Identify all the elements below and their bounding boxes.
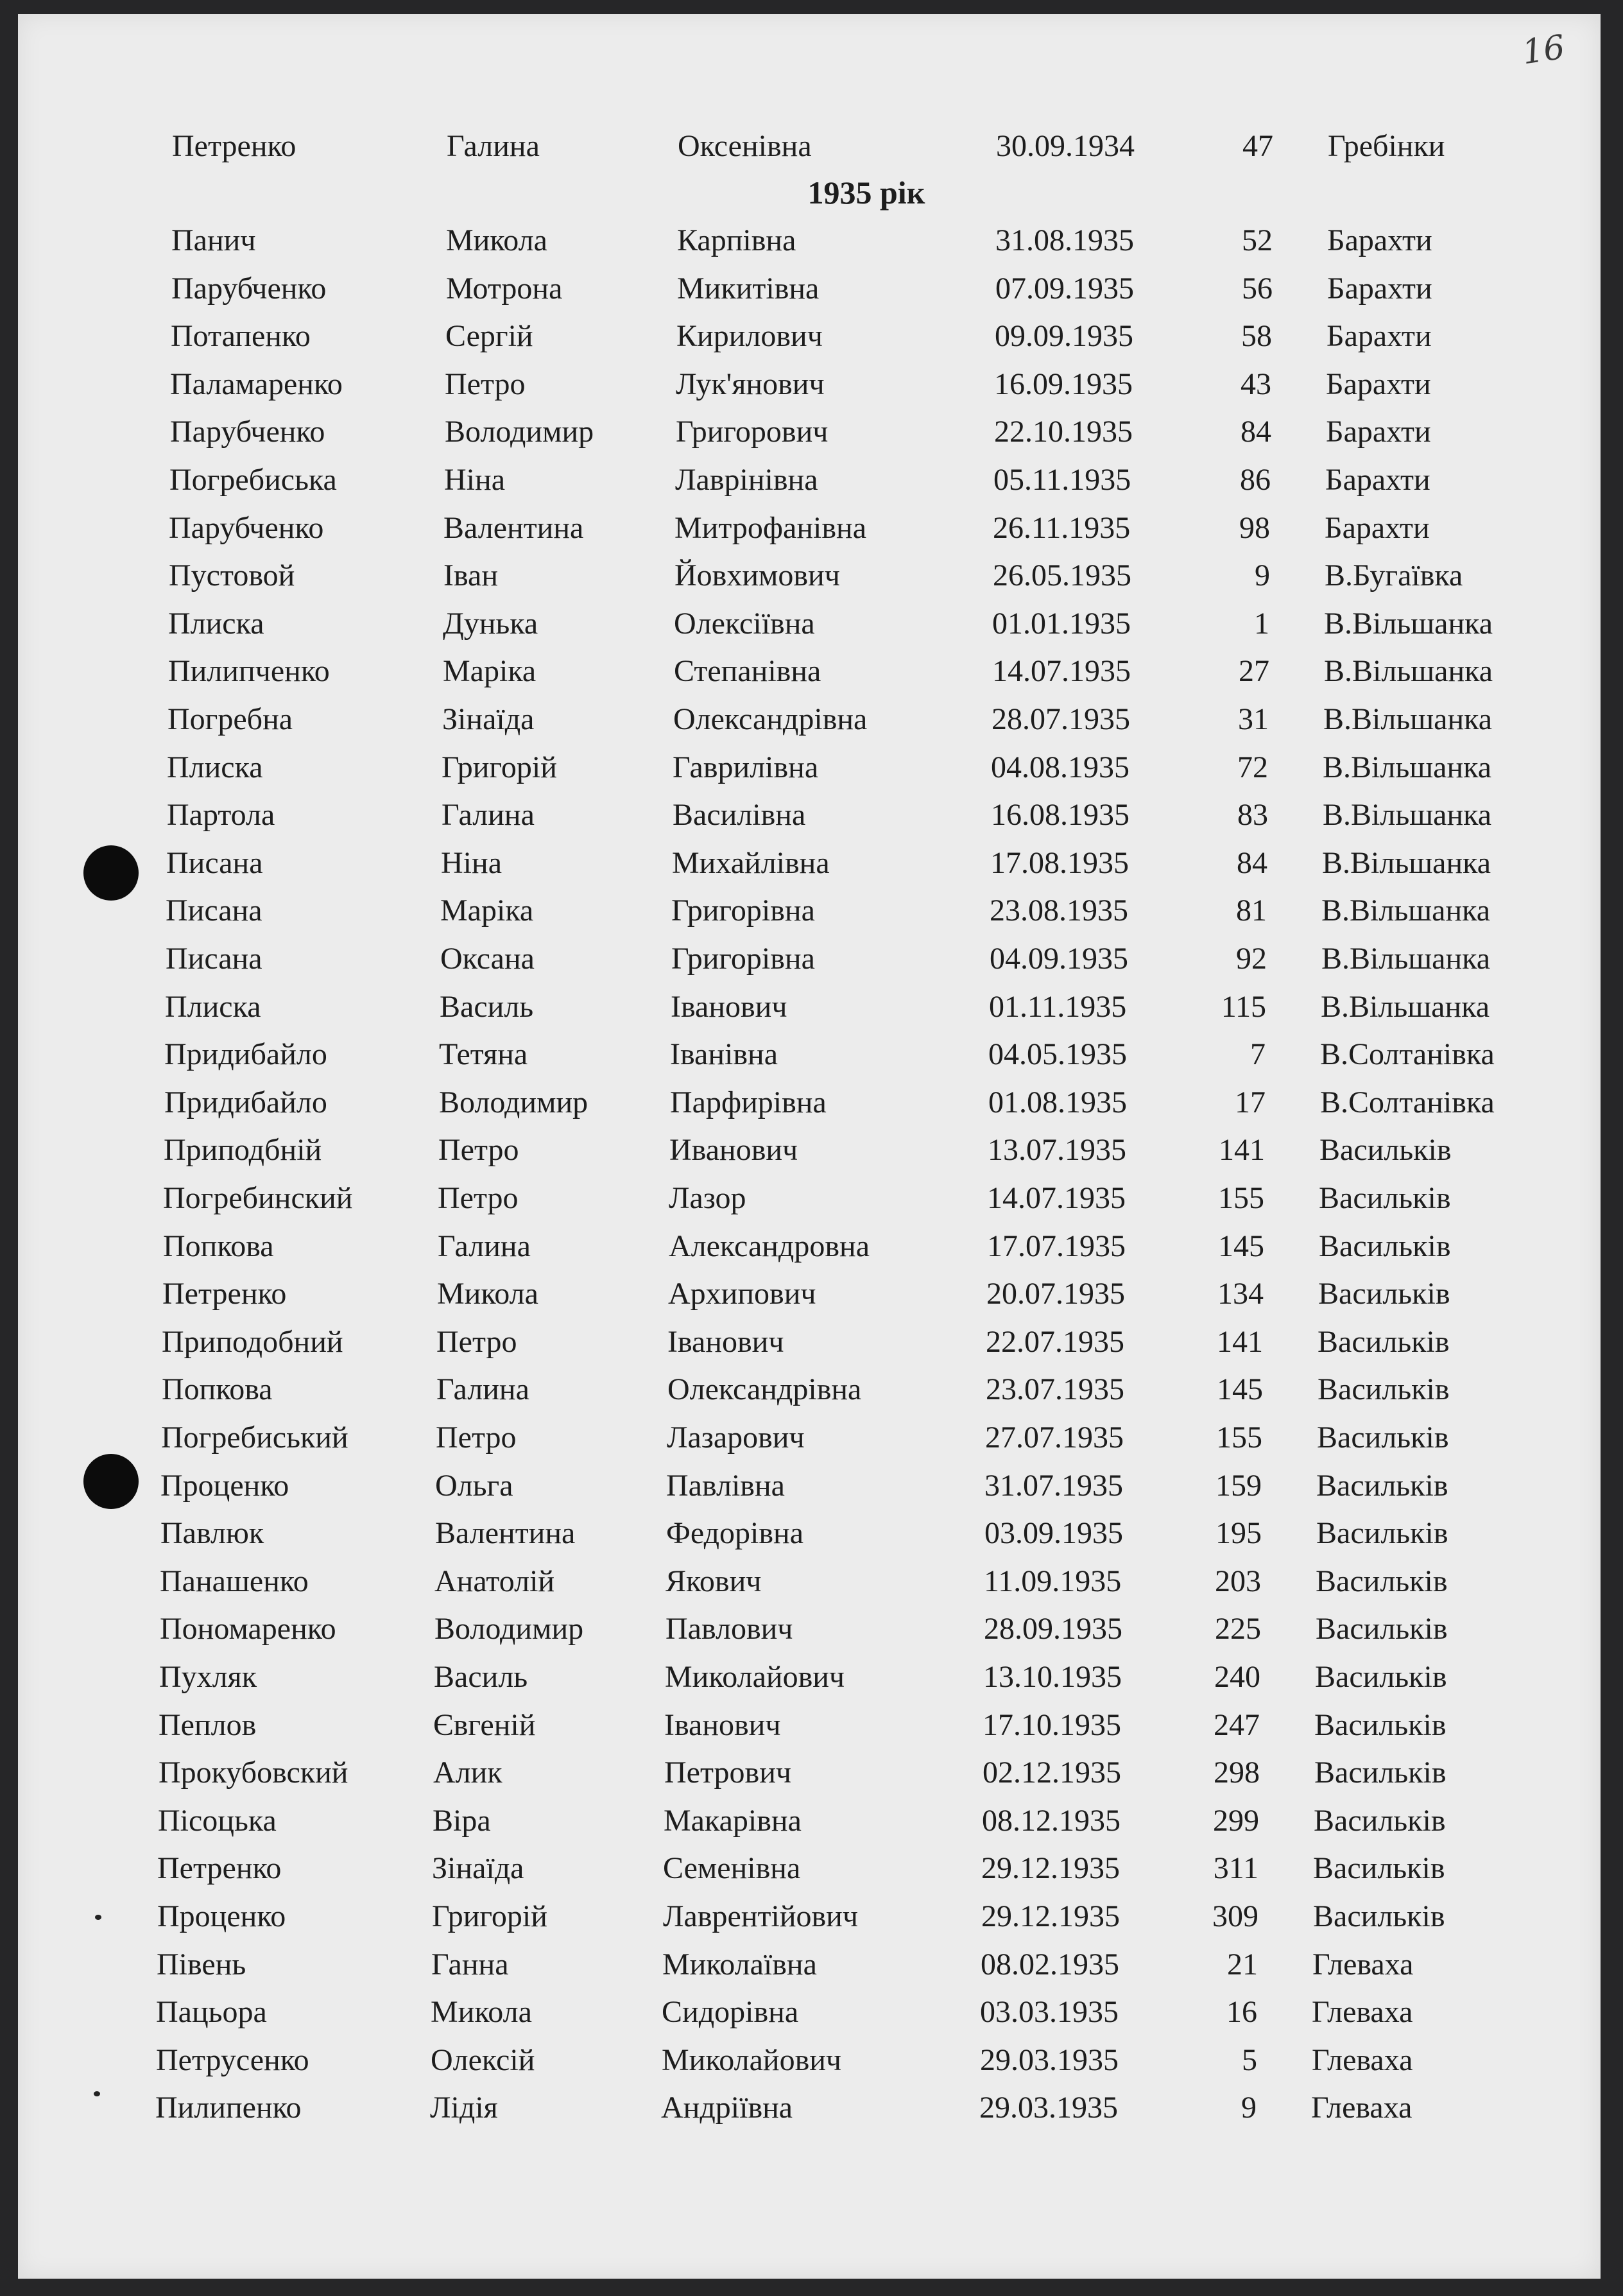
record-number-cell: 92 [1236,942,1267,976]
village-cell: Глеваха [1312,2042,1413,2077]
patronymic-cell: Семенівна [663,1851,801,1886]
date-cell: 17.08.1935 [990,845,1129,880]
surname-cell: Парубченко [171,271,327,306]
village-cell: В.Вільшанка [1323,702,1493,736]
patronymic-cell: Лазарович [667,1420,805,1454]
record-number-cell: 31 [1238,702,1269,736]
record-number-cell: 298 [1214,1756,1260,1790]
record-number-cell: 115 [1221,989,1266,1024]
record-number-cell: 72 [1237,750,1268,784]
patronymic-cell: Іванович [664,1707,781,1742]
patronymic-cell: Лазор [669,1181,746,1215]
record-row [0,1993,1608,2032]
record-number-cell: 81 [1236,893,1267,928]
date-cell: 13.10.1935 [983,1660,1122,1694]
record-number-cell: 27 [1239,654,1269,689]
date-cell: 08.02.1935 [981,1947,1119,1981]
surname-cell: Прокубовский [159,1756,348,1790]
village-cell: Васильків [1319,1181,1451,1215]
patronymic-cell: Федорівна [666,1516,804,1551]
handwritten-page-number: 16 [1520,28,1568,73]
surname-cell: Писана [166,942,262,976]
patronymic-cell: Іванович [671,989,787,1024]
record-row [0,1275,1615,1313]
record-number-cell: 240 [1214,1660,1260,1694]
village-cell: Васильків [1316,1468,1448,1503]
date-cell: 27.07.1935 [985,1420,1124,1454]
record-number-cell: 225 [1215,1612,1261,1646]
record-row [0,509,1621,548]
patronymic-cell: Йовхимович [674,558,840,593]
paper-speck [95,1915,101,1920]
patronymic-cell: Олександрівна [667,1372,862,1407]
patronymic-cell: Павлівна [666,1468,785,1503]
surname-cell: Пустовой [169,558,295,593]
record-row [0,844,1619,883]
record-row [0,365,1622,404]
surname-cell: Петренко [172,129,296,163]
first-name-cell: Микола [446,223,547,257]
first-name-cell: Тетяна [439,1037,528,1072]
date-cell: 30.09.1934 [996,129,1135,163]
patronymic-cell: Сидорівна [662,1995,799,2030]
village-cell: Барахти [1326,367,1431,401]
date-cell: 28.07.1935 [992,702,1130,736]
surname-cell: Парубченко [169,510,324,545]
surname-cell: Панашенко [160,1564,309,1598]
village-cell: В.Солтанівка [1320,1085,1495,1119]
village-cell: В.Вільшанка [1323,798,1492,833]
date-cell: 04.05.1935 [988,1037,1127,1072]
first-name-cell: Галина [442,798,535,833]
village-cell: Васильків [1313,1851,1445,1886]
first-name-cell: Валентина [443,510,584,545]
surname-cell: Паламаренко [170,367,343,401]
first-name-cell: Петро [445,367,526,401]
record-number-cell: 299 [1213,1803,1259,1838]
patronymic-cell: Петрович [664,1756,792,1790]
record-number-cell: 83 [1237,798,1268,833]
village-cell: Глеваха [1312,1947,1414,1981]
patronymic-cell: Кирилович [676,319,823,354]
record-number-cell: 141 [1217,1324,1263,1359]
punch-hole [83,1454,139,1509]
record-row [0,1802,1610,1840]
record-row [1,270,1623,308]
record-row [0,2089,1608,2127]
first-name-cell: Володимир [434,1612,584,1646]
date-cell: 01.11.1935 [989,989,1127,1024]
first-name-cell: Ніна [444,463,505,497]
record-number-cell: 155 [1216,1420,1262,1454]
record-number-cell: 84 [1241,415,1271,449]
date-cell: 31.08.1935 [995,223,1134,257]
section-heading-1935: 1935 рік [807,175,925,211]
surname-cell: Пономаренко [160,1612,336,1646]
patronymic-cell: Лаврентійович [663,1899,859,1933]
date-cell: 04.09.1935 [990,942,1128,976]
first-name-cell: Василь [434,1660,528,1694]
record-number-cell: 159 [1215,1468,1262,1503]
record-row [1,127,1623,166]
record-row [0,2041,1608,2080]
surname-cell: Пилипенко [155,2091,302,2125]
date-cell: 23.07.1935 [986,1372,1124,1407]
patronymic-cell: Іванівна [670,1037,778,1072]
date-cell: 29.12.1935 [981,1851,1120,1886]
first-name-cell: Оксана [440,942,535,976]
village-cell: Барахти [1326,415,1431,449]
village-cell: В.Вільшанка [1324,606,1493,641]
date-cell: 01.01.1935 [992,606,1131,641]
village-cell: Барахти [1325,463,1430,497]
record-number-cell: 145 [1217,1372,1263,1407]
village-cell: В.Солтанівка [1320,1037,1495,1072]
date-cell: 04.08.1935 [991,750,1129,784]
record-row [0,605,1620,643]
surname-cell: Придибайло [164,1085,327,1119]
date-cell: 26.05.1935 [993,558,1131,593]
first-name-cell: Анатолій [434,1564,555,1598]
record-number-cell: 145 [1218,1229,1264,1263]
record-row [0,940,1618,978]
date-cell: 05.11.1935 [993,463,1131,497]
date-cell: 22.10.1935 [994,415,1133,449]
village-cell: Барахти [1327,271,1432,306]
record-number-cell: 309 [1212,1899,1258,1933]
first-name-cell: Петро [438,1181,519,1215]
surname-cell: Пухляк [159,1660,257,1694]
date-cell: 11.09.1935 [984,1564,1122,1598]
village-cell: В.Бугаївка [1325,558,1463,593]
first-name-cell: Мотрона [446,271,563,306]
village-cell: В.Вільшанка [1322,845,1491,880]
surname-cell: Попкова [162,1372,273,1407]
date-cell: 31.07.1935 [984,1468,1123,1503]
record-row [0,1658,1611,1696]
record-row [0,892,1618,930]
first-name-cell: Галина [447,129,540,163]
date-cell: 03.03.1935 [980,1995,1119,2030]
village-cell: Васильків [1318,1277,1450,1311]
first-name-cell: Галина [436,1372,529,1407]
first-name-cell: Петро [436,1420,517,1454]
record-number-cell: 21 [1227,1947,1258,1981]
first-name-cell: Ганна [431,1947,509,1981]
record-number-cell: 155 [1218,1181,1264,1215]
record-number-cell: 247 [1214,1707,1260,1742]
record-number-cell: 9 [1255,558,1270,593]
date-cell: 14.07.1935 [987,1181,1126,1215]
village-cell: Барахти [1325,510,1430,545]
patronymic-cell: Якович [666,1564,762,1598]
village-cell: Васильків [1314,1707,1447,1742]
village-cell: Барахти [1327,319,1432,354]
record-row [0,1849,1610,1888]
patronymic-cell: Лук'янович [676,367,825,401]
record-row [0,1514,1613,1553]
patronymic-cell: Миколайович [662,2042,842,2077]
surname-cell: Придибайло [164,1037,327,1072]
date-cell: 20.07.1935 [986,1277,1125,1311]
record-row [0,557,1621,595]
punch-hole [83,845,139,901]
surname-cell: Погребна [167,702,293,736]
village-cell: Васильків [1313,1899,1445,1933]
first-name-cell: Валентина [435,1516,576,1551]
village-cell: Гребінки [1328,129,1445,163]
record-number-cell: 16 [1226,1995,1257,2030]
first-name-cell: Петро [438,1133,519,1168]
village-cell: В.Вільшанка [1321,989,1490,1024]
patronymic-cell: Степанівна [674,654,821,689]
surname-cell: Півень [157,1947,246,1981]
village-cell: Барахти [1327,223,1432,257]
patronymic-cell: Михайлівна [672,845,830,880]
record-number-cell: 7 [1250,1037,1266,1072]
date-cell: 29.03.1935 [979,2091,1118,2125]
first-name-cell: Григорій [442,750,557,784]
village-cell: В.Вільшанка [1321,893,1491,928]
surname-cell: Плиска [168,606,264,641]
first-name-cell: Володимир [439,1085,588,1119]
surname-cell: Проценко [160,1468,289,1503]
record-number-cell: 5 [1242,2042,1257,2077]
patronymic-cell: Александровна [669,1229,870,1263]
record-number-cell: 141 [1219,1133,1265,1168]
first-name-cell: Сергій [445,319,533,354]
first-name-cell: Лідія [430,2091,498,2125]
record-row [0,1467,1613,1505]
village-cell: Васильків [1314,1803,1446,1838]
village-cell: Глеваха [1312,1995,1413,2030]
date-cell: 14.07.1935 [992,654,1131,689]
record-row [0,796,1619,834]
village-cell: Васильків [1316,1516,1448,1551]
first-name-cell: Володимир [445,415,594,449]
surname-cell: Пацьора [156,1995,267,2030]
surname-cell: Панич [171,223,256,257]
record-row [0,1227,1615,1266]
village-cell: Васильків [1316,1612,1448,1646]
surname-cell: Погребиський [161,1420,348,1454]
surname-cell: Павлюк [160,1516,264,1551]
surname-cell: Петренко [157,1851,282,1886]
surname-cell: Пилипченко [168,654,330,689]
date-cell: 08.12.1935 [982,1803,1121,1838]
village-cell: Глеваха [1311,2091,1413,2125]
surname-cell: Погребиська [169,463,337,497]
first-name-cell: Віра [433,1803,491,1838]
record-row [0,700,1620,739]
village-cell: Васильків [1319,1229,1451,1263]
record-number-cell: 47 [1242,129,1273,163]
surname-cell: Плиска [167,750,263,784]
date-cell: 03.09.1935 [984,1516,1123,1551]
patronymic-cell: Карпівна [677,223,796,257]
village-cell: Васильків [1317,1420,1449,1454]
first-name-cell: Зінаїда [442,702,535,736]
surname-cell: Потапенко [171,319,311,354]
record-row [0,1610,1612,1648]
record-number-cell: 84 [1237,845,1267,880]
surname-cell: Партола [167,798,275,833]
surname-cell: Писана [166,893,262,928]
record-row [0,1323,1614,1361]
village-cell: В.Вільшанка [1323,750,1492,784]
village-cell: Васильків [1315,1660,1447,1694]
record-number-cell: 52 [1242,223,1273,257]
record-row [0,988,1617,1026]
date-cell: 01.08.1935 [988,1085,1127,1119]
patronymic-cell: Павлович [666,1612,793,1646]
surname-cell: Петрусенко [156,2042,309,2077]
patronymic-cell: Іванович [667,1324,784,1359]
record-row [0,748,1619,787]
surname-cell: Плиска [165,989,261,1024]
record-number-cell: 17 [1235,1085,1266,1119]
date-cell: 13.07.1935 [988,1133,1126,1168]
first-name-cell: Галина [438,1229,531,1263]
village-cell: Васильків [1318,1324,1450,1359]
patronymic-cell: Григорівна [671,893,815,928]
record-number-cell: 134 [1217,1277,1264,1311]
record-number-cell: 58 [1241,319,1272,354]
record-row [0,413,1622,451]
date-cell: 26.11.1935 [993,510,1131,545]
record-number-cell: 98 [1239,510,1270,545]
village-cell: В.Вільшанка [1321,942,1491,976]
surname-cell: Петренко [162,1277,287,1311]
date-cell: 23.08.1935 [990,893,1128,928]
date-cell: 02.12.1935 [983,1756,1121,1790]
first-name-cell: Петро [436,1324,517,1359]
village-cell: В.Вільшанка [1324,654,1493,689]
patronymic-cell: Макарівна [664,1803,802,1838]
paper-speck [94,2091,100,2096]
date-cell: 09.09.1935 [995,319,1133,354]
record-row [0,1035,1617,1074]
surname-cell: Пісоцька [158,1803,277,1838]
patronymic-cell: Парфирівна [670,1085,827,1119]
first-name-cell: Маріка [440,893,534,928]
patronymic-cell: Архипович [668,1277,816,1311]
patronymic-cell: Олексіївна [674,606,815,641]
record-row [0,1419,1613,1457]
date-cell: 28.09.1935 [984,1612,1122,1646]
record-row [0,1131,1616,1170]
surname-cell: Парубченко [170,415,325,449]
patronymic-cell: Гаврилівна [673,750,819,784]
village-cell: Васильків [1314,1756,1447,1790]
surname-cell: Приподобний [162,1324,343,1359]
date-cell: 17.10.1935 [983,1707,1121,1742]
record-number-cell: 195 [1215,1516,1262,1551]
first-name-cell: Євгеній [433,1707,536,1742]
record-row [0,1706,1611,1745]
patronymic-cell: Олександрівна [673,702,868,736]
record-number-cell: 43 [1241,367,1271,401]
patronymic-cell: Оксенівна [678,129,812,163]
record-row [0,1562,1612,1601]
surname-cell: Пеплов [159,1707,257,1742]
patronymic-cell: Иванович [669,1133,798,1168]
patronymic-cell: Микитівна [677,271,820,306]
date-cell: 29.03.1935 [980,2042,1119,2077]
patronymic-cell: Григорівна [671,942,815,976]
date-cell: 22.07.1935 [986,1324,1124,1359]
date-cell: 16.09.1935 [994,367,1133,401]
first-name-cell: Алик [433,1756,502,1790]
village-cell: Васильків [1319,1133,1452,1168]
surname-cell: Погребинский [163,1181,353,1215]
date-cell: 07.09.1935 [995,271,1134,306]
first-name-cell: Григорій [432,1899,547,1933]
patronymic-cell: Григорович [676,415,829,449]
date-cell: 17.07.1935 [987,1229,1126,1263]
record-row [0,1179,1615,1218]
record-row [0,1370,1614,1409]
surname-cell: Приподбній [164,1133,322,1168]
first-name-cell: Микола [431,1995,532,2030]
surname-cell: Попкова [163,1229,274,1263]
village-cell: Васильків [1316,1564,1448,1598]
record-number-cell: 9 [1241,2091,1257,2125]
record-number-cell: 311 [1213,1851,1258,1886]
patronymic-cell: Миколайович [665,1660,845,1694]
first-name-cell: Ольга [435,1468,513,1503]
first-name-cell: Олексій [431,2042,535,2077]
date-cell: 29.12.1935 [981,1899,1120,1933]
record-row [0,461,1622,499]
record-row [0,1946,1609,1984]
record-number-cell: 56 [1242,271,1273,306]
first-name-cell: Іван [443,558,499,593]
patronymic-cell: Андріївна [661,2091,793,2125]
surname-cell: Писана [166,845,263,880]
record-row [1,221,1623,260]
date-cell: 16.08.1935 [991,798,1129,833]
record-number-cell: 203 [1215,1564,1261,1598]
first-name-cell: Микола [437,1277,538,1311]
first-name-cell: Зінаїда [432,1851,524,1886]
first-name-cell: Маріка [443,654,537,689]
patronymic-cell: Митрофанівна [674,510,867,545]
patronymic-cell: Миколаївна [662,1947,817,1981]
first-name-cell: Ніна [441,845,502,880]
record-row [0,652,1620,691]
patronymic-cell: Василівна [673,798,806,833]
first-name-cell: Василь [440,989,534,1024]
record-row [0,1083,1617,1122]
first-name-cell: Дунька [443,606,538,641]
surname-cell: Проценко [157,1899,286,1933]
record-row [0,317,1623,356]
village-cell: Васильків [1318,1372,1450,1407]
record-number-cell: 86 [1240,463,1271,497]
record-number-cell: 1 [1254,606,1269,641]
record-row [0,1754,1611,1792]
patronymic-cell: Лаврінівна [675,463,818,497]
record-row [0,1897,1610,1936]
